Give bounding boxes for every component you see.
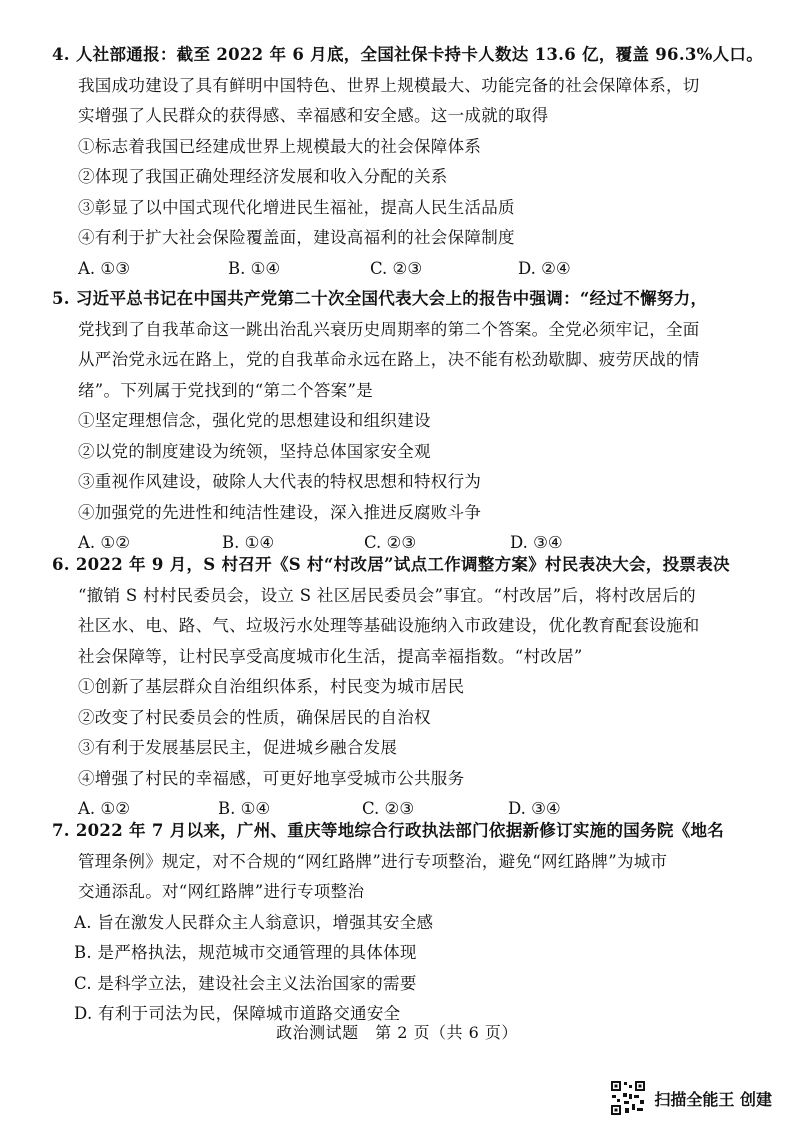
question-stem-line: 社区水、电、路、气、垃圾污水处理等基础设施纳入市政建设，优化教育配套设施和 bbox=[78, 616, 700, 635]
statement-item: ④有利于扩大社会保险覆盖面，建设高福利的社会保障制度 bbox=[78, 228, 515, 247]
statement-item: ③有利于发展基层民主，促进城乡融合发展 bbox=[78, 738, 398, 757]
statement-item: ④增强了村民的幸福感，可更好地享受城市公共服务 bbox=[78, 768, 465, 788]
page-footer: 政治测试题 第 2 页（共 6 页） bbox=[276, 1023, 518, 1042]
option-b: B. 是严格执法，规范城市交通管理的具体体现 bbox=[74, 943, 417, 962]
option-b: B. ①④ bbox=[228, 258, 281, 278]
question-stem-line: 6. 2022 年 9 月，S 村召开《S 村“村改居”试点工作调整方案》村民表决大会，投票表决 bbox=[52, 555, 730, 574]
scanner-watermark bbox=[610, 1078, 772, 1118]
option-a: A. ①② bbox=[78, 533, 130, 552]
option-b: B. ①④ bbox=[222, 533, 275, 552]
question-stem-line: 党找到了自我革命这一跳出治乱兴衰历史周期率的第二个答案。全党必须牢记，全面 bbox=[78, 319, 700, 339]
question-stem-line: 社会保障等，让村民享受高度城市化生活，提高幸福指数。“村改居” bbox=[78, 646, 583, 666]
option-d: D. ②④ bbox=[518, 258, 571, 278]
question-stem-line: 管理条例》规定，对不合规的“网红路牌”进行专项整治，避免“网红路牌”为城市 bbox=[78, 851, 668, 871]
option-c: C. ②③ bbox=[364, 533, 417, 552]
option-b: B. ①④ bbox=[218, 799, 271, 818]
statement-item: ③彰显了以中国式现代化增进民生福祉，提高人民生活品质 bbox=[78, 197, 515, 217]
option-c: C. 是科学立法，建设社会主义法治国家的需要 bbox=[74, 973, 417, 993]
question-stem-line: 7. 2022 年 7 月以来，广州、重庆等地综合行政执法部门依据新修订实施的国务院《地名 bbox=[52, 821, 725, 840]
question-stem-line: 绪”。下列属于党找到的“第二个答案”是 bbox=[78, 380, 374, 400]
question-stem-line: 我国成功建设了具有鲜明中国特色、世界上规模最大、功能完备的社会保障体系，切 bbox=[78, 75, 700, 95]
option-a: A. ①③ bbox=[78, 258, 130, 278]
question-stem-line: 从严治党永远在路上，党的自我革命永远在路上，决不能有松劲歇脚、疲劳厌战的情 bbox=[78, 350, 700, 369]
question-6 bbox=[52, 550, 752, 825]
statement-item: ②以党的制度建设为统领，坚持总体国家安全观 bbox=[78, 441, 431, 461]
option-d: D. 有利于司法为民，保障城市道路交通安全 bbox=[74, 1004, 401, 1023]
question-stem-line: 5. 习近平总书记在中国共产党第二十次全国代表大会上的报告中强调：“经过不懈努力， bbox=[52, 289, 708, 308]
watermark-text: 扫描全能王 创建 bbox=[654, 1089, 772, 1109]
question-7 bbox=[52, 816, 752, 1030]
statement-item: ③重视作风建设，破除人大代表的特权思想和特权行为 bbox=[78, 472, 482, 491]
statement-item: ②体现了我国正确处理经济发展和收入分配的关系 bbox=[78, 167, 448, 186]
answer-options bbox=[52, 254, 752, 285]
option-d: D. ③④ bbox=[510, 533, 563, 552]
question-stem-line: 实增强了人民群众的获得感、幸福感和安全感。这一成就的取得 bbox=[78, 106, 549, 125]
qr-code-icon bbox=[610, 1080, 646, 1116]
question-stem-line: 4. 人社部通报：截至 2022 年 6 月底，全国社保卡持卡人数达 13.6 亿，覆盖 96.3%人口。 bbox=[52, 45, 764, 64]
statement-item: ②改变了村民委员会的性质，确保居民的自治权 bbox=[78, 707, 431, 727]
statement-item: ①标志着我国已经建成世界上规模最大的社会保障体系 bbox=[78, 136, 482, 156]
question-stem-line: “撤销 S 村村民委员会，设立 S 社区居民委员会”事宜。“村改居”后，将村改居后的 bbox=[78, 585, 696, 605]
question-4 bbox=[52, 40, 764, 284]
option-a: A. 旨在激发人民群众主人翁意识，增强其安全感 bbox=[74, 912, 434, 932]
option-a: A. ①② bbox=[78, 799, 130, 818]
option-c: C. ②③ bbox=[370, 258, 423, 278]
question-5 bbox=[52, 284, 752, 559]
statement-item: ④加强党的先进性和纯洁性建设，深入推进反腐败斗争 bbox=[78, 502, 482, 522]
statement-item: ①坚定理想信念，强化党的思想建设和组织建设 bbox=[78, 411, 431, 430]
question-stem-line: 交通添乱。对“网红路牌”进行专项整治 bbox=[78, 882, 365, 901]
option-c: C. ②③ bbox=[362, 799, 415, 818]
statement-item: ①创新了基层群众自治组织体系，村民变为城市居民 bbox=[78, 677, 465, 696]
option-d: D. ③④ bbox=[508, 799, 561, 818]
